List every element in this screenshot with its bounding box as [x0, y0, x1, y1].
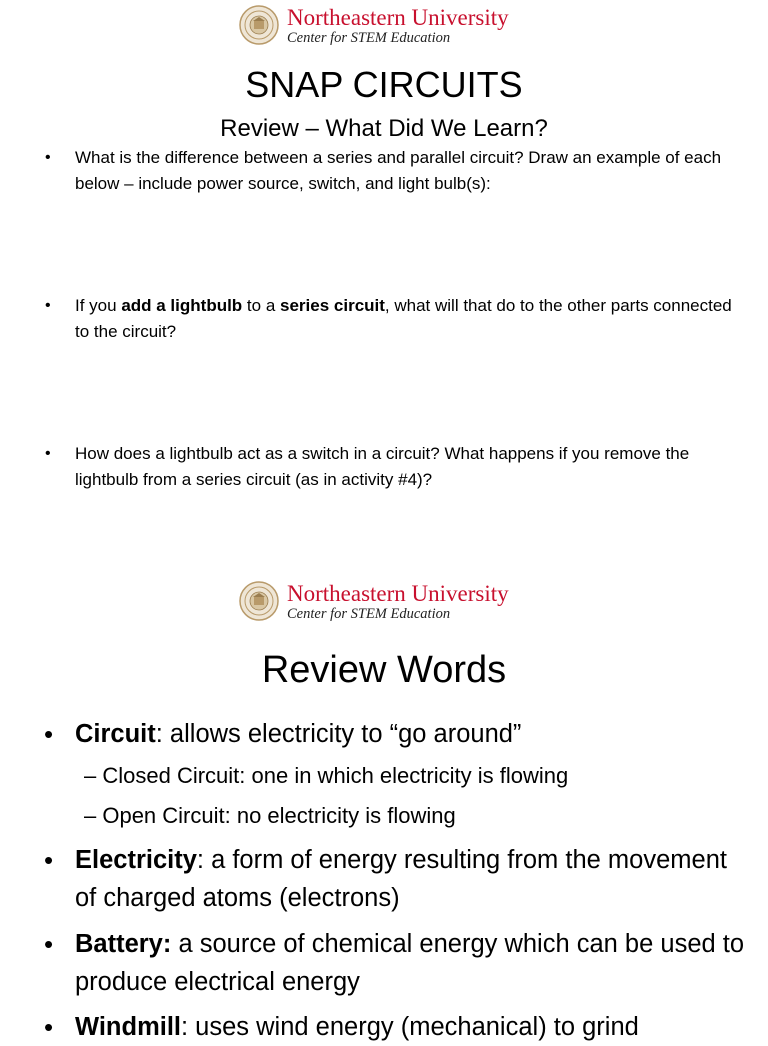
- bullet: •: [45, 149, 51, 166]
- term-definition: : uses wind energy (mechanical) to grind: [181, 1013, 639, 1041]
- question-series-parallel: What is the difference between a series and parallel circuit? Draw an example of each below – include power source, switch, and light bulb(s):: [75, 148, 722, 193]
- question-lightbulb-switch: How does a lightbulb act as a switch in a circuit? What happens if you remove the lightbulb from a series circuit (as in activity #4)?: [75, 444, 690, 489]
- university-seal-icon: [239, 581, 279, 621]
- university-seal-icon: [239, 5, 279, 45]
- bullet: •: [44, 1012, 54, 1042]
- text-run: , what will that do to the other parts connected to the circuit?: [75, 296, 732, 341]
- term-definition: : a form of energy resulting from the movement of charged atoms (electrons): [75, 846, 727, 912]
- sub-item-open-circuit: – Open Circuit: no electricity is flowing: [84, 803, 456, 828]
- review-words-title: Review Words: [261, 649, 507, 691]
- bullet: •: [44, 929, 54, 959]
- bullet: •: [44, 719, 54, 749]
- text-run: If you: [75, 296, 122, 315]
- bullet: •: [45, 445, 51, 462]
- term-label: Battery:: [75, 930, 172, 958]
- term-label: Windmill: [75, 1013, 182, 1041]
- page-subtitle: Review – What Did We Learn?: [220, 115, 548, 142]
- term-windmill: [75, 1008, 745, 1046]
- bullet: •: [45, 297, 51, 314]
- bullet: •: [44, 845, 54, 875]
- term-definition: : allows electricity to “go around”: [155, 720, 522, 748]
- center-name: Center for STEM Education: [287, 30, 451, 46]
- northeastern-logo: [239, 4, 539, 50]
- northeastern-logo: [239, 580, 539, 626]
- bold-phrase: series circuit: [280, 296, 385, 315]
- term-circuit: [75, 715, 745, 753]
- bold-phrase: add a lightbulb: [121, 296, 243, 315]
- term-label: Electricity: [75, 846, 197, 874]
- university-name: Northeastern University: [287, 581, 509, 606]
- university-name: Northeastern University: [287, 5, 509, 30]
- term-definition: a source of chemical energy which can be used to produce electrical energy: [75, 930, 745, 996]
- term-battery: [75, 925, 745, 1001]
- term-electricity: [75, 841, 745, 917]
- page-title: SNAP CIRCUITS: [245, 64, 523, 105]
- term-label: Circuit: [75, 720, 156, 748]
- center-name: Center for STEM Education: [287, 606, 451, 622]
- question-add-lightbulb: [75, 293, 735, 345]
- text-run: to a: [242, 296, 281, 315]
- sub-item-closed-circuit: – Closed Circuit: one in which electricity is flowing: [84, 763, 569, 788]
